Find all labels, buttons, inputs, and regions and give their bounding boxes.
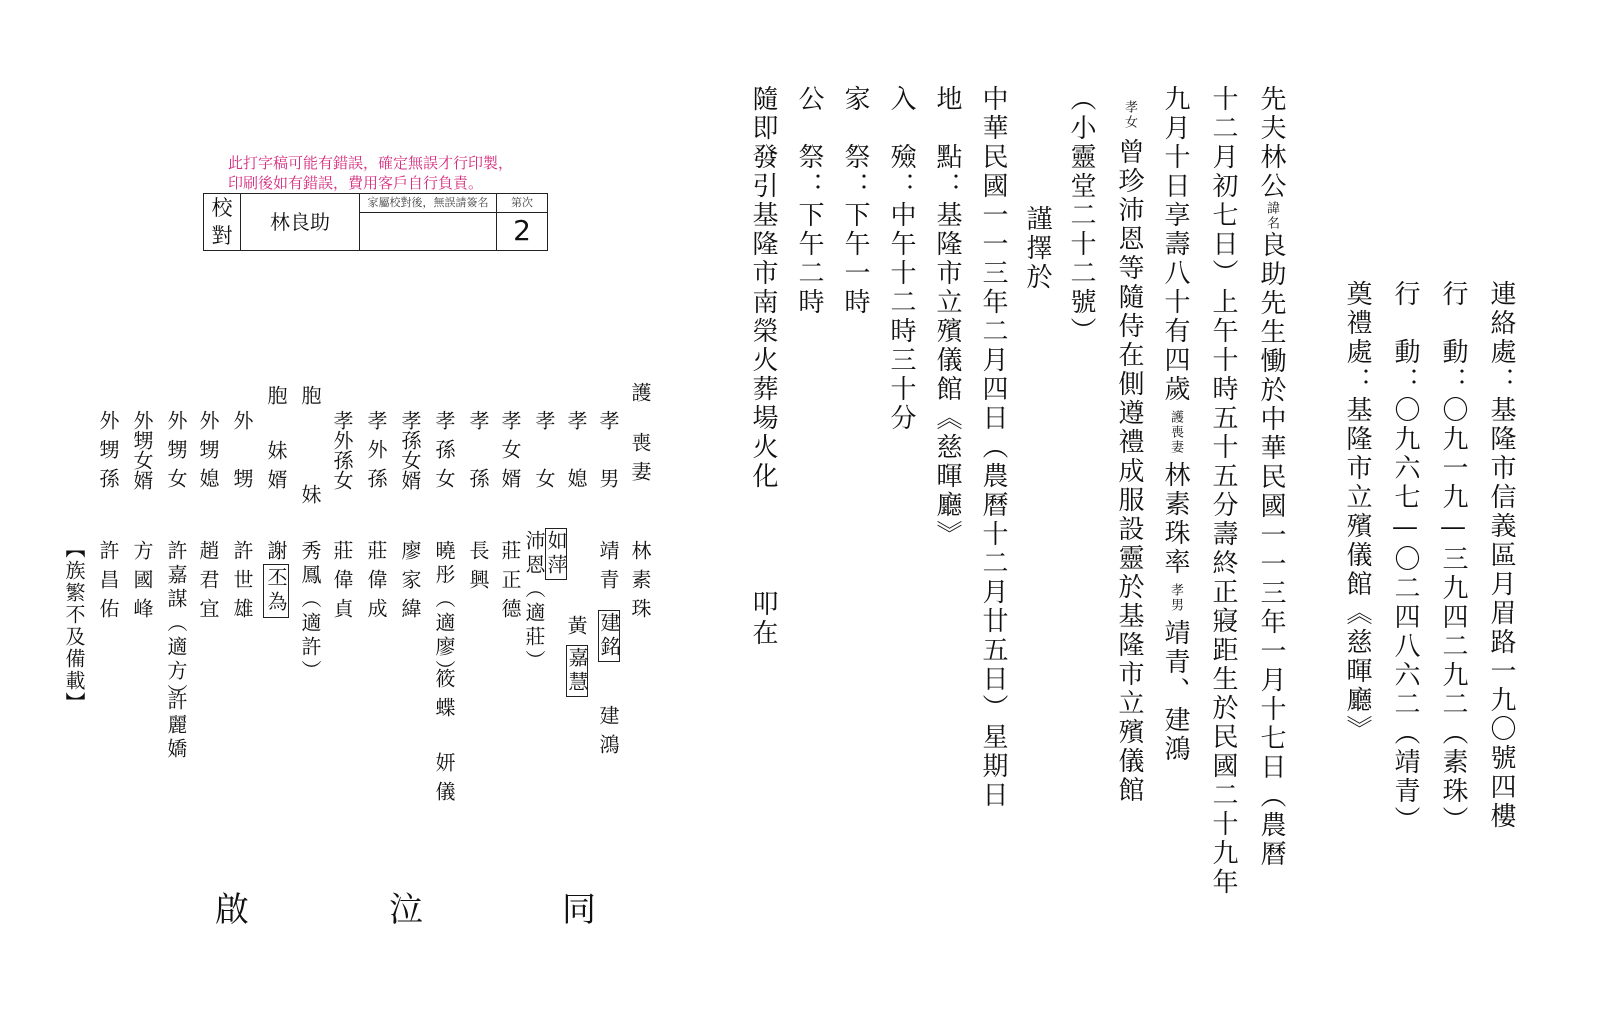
version-number: 2: [513, 214, 531, 247]
relative-name: 莊偉成: [364, 540, 388, 627]
contact-mobile-2: 行 動：〇九六七—〇二四八六二（靖青）: [1390, 280, 1420, 835]
closing-word: 同: [562, 890, 596, 930]
signature-cell[interactable]: [360, 194, 497, 251]
relation-label: 外甥女婿: [130, 410, 154, 490]
proof-label: 校對: [204, 194, 241, 251]
relation-label: 妹婿: [264, 440, 288, 498]
relation-label: 喪妻: [628, 432, 652, 490]
relative-name: 莊正德: [498, 540, 522, 627]
relation-label: 孝 孫: [466, 410, 490, 497]
relation-label: 外甥媳: [196, 410, 220, 497]
relative-name: 建鴻: [596, 705, 620, 763]
relative-name: 黃: [564, 615, 588, 644]
announcement-family-rite: 家 祭：下午一時: [840, 85, 870, 317]
contact-mobile-1: 行 動：〇九一九—三九四二九二（素珠）: [1438, 280, 1468, 835]
relative-name: 許世雄: [230, 540, 254, 627]
relative-name: 許嘉謀（適方）: [164, 540, 188, 708]
announcement-col-3: 九月十日享壽八十有四歲護喪妻林素珠率孝男靖青、建鴻: [1160, 85, 1190, 764]
relative-name: 筱蝶: [432, 668, 456, 726]
proof-notice: 此打字稿可能有錯誤，確定無誤才行印製， 印刷後如有錯誤，費用客戶自行負責。: [228, 154, 514, 192]
relation-label: 外甥孫: [96, 410, 120, 497]
relative-name: 方國峰: [130, 540, 154, 627]
relation-label: 妹: [298, 484, 322, 513]
announcement-public-rite: 公 祭：下午二時: [794, 85, 824, 317]
proof-name: 林良助: [241, 194, 360, 251]
relative-name: 許麗嬌: [164, 690, 188, 762]
boxed-name: 嘉慧: [565, 647, 589, 695]
relation-label: 孝 媳: [564, 410, 588, 497]
relation-label: 孝 女: [532, 410, 556, 497]
note-taboo-name: 諱名: [1264, 201, 1279, 231]
relation-label: 外 甥: [230, 410, 254, 497]
funeral-venue: 奠禮處：基隆市立殯儀館《慈暉廳》: [1342, 280, 1372, 744]
announcement-location: 地 點：基隆市立殯儀館《慈暉廳》: [932, 85, 962, 549]
announcement-col-4: 孝女曾珍沛恩等隨侍在側遵禮成服設靈於基隆市立殯儀館: [1114, 100, 1144, 805]
relative-name: 林素珠: [628, 540, 652, 627]
relative-name: 廖家緯: [398, 540, 422, 627]
relative-name: 謝丕為: [266, 540, 286, 618]
boxed-name: 建銘: [597, 612, 621, 660]
relation-label: 胞: [298, 385, 322, 414]
announcement-cremation: 隨即發引基隆市南榮火葬場火化: [748, 85, 778, 491]
relation-label: 孝外孫: [364, 410, 388, 497]
relation-label: 孝女婿: [498, 410, 522, 497]
relation-label: 孝孫女: [432, 410, 456, 497]
contact-address: 連絡處：基隆市信義區月眉路一九〇號四樓: [1486, 280, 1516, 831]
proof-table: [203, 193, 548, 251]
relation-label: 胞: [264, 385, 288, 414]
boxed-name: 如萍: [544, 530, 568, 578]
announcement-closing-word: 叩在: [748, 590, 778, 648]
signature-header: 家屬校對後，無誤請簽名: [360, 194, 496, 213]
version-header: 第次: [497, 194, 547, 213]
closing-word: 啟: [215, 890, 249, 930]
relative-name: 許昌佑: [96, 540, 120, 627]
relatives-footer: 【族繁不及備載】: [62, 538, 86, 714]
relation-label: 護: [628, 382, 652, 411]
relation-label: 孝外孫女: [330, 410, 354, 490]
relative-name: 秀鳳（適許）: [298, 540, 322, 684]
relative-name: 曉彤（適廖）: [432, 540, 456, 684]
relation-label: 孝 男: [596, 410, 620, 497]
relative-name: 趙君宜: [196, 540, 220, 627]
relative-name: 莊偉貞: [330, 540, 354, 627]
relation-label: 外甥女: [164, 410, 188, 497]
announcement-date: 中華民國一一三年二月四日（農曆十二月廿五日）星期日: [978, 85, 1008, 810]
closing-word: 泣: [389, 890, 423, 930]
version-cell: [497, 194, 548, 251]
relative-name: 沛恩（適莊）: [522, 530, 546, 674]
announcement-encoffining: 入 殮：中午十二時三十分: [886, 85, 916, 433]
announcement-col-6: 謹擇於: [1022, 205, 1052, 292]
relative-name: 靖青: [596, 540, 620, 598]
announcement-col-5: （小靈堂二十二號）: [1066, 85, 1096, 346]
announcement-col-1: 先夫林公諱名良助先生慟於中華民國一一三年一月十七日（農曆: [1256, 85, 1286, 869]
relative-name: 妍儀: [432, 752, 456, 810]
relation-label: 孝孫女婿: [398, 410, 422, 490]
relative-name: 長興: [466, 540, 490, 598]
announcement-col-2: 十二月初七日）上午十時五十五分壽終正寢距生於民國二十九年: [1208, 85, 1238, 897]
